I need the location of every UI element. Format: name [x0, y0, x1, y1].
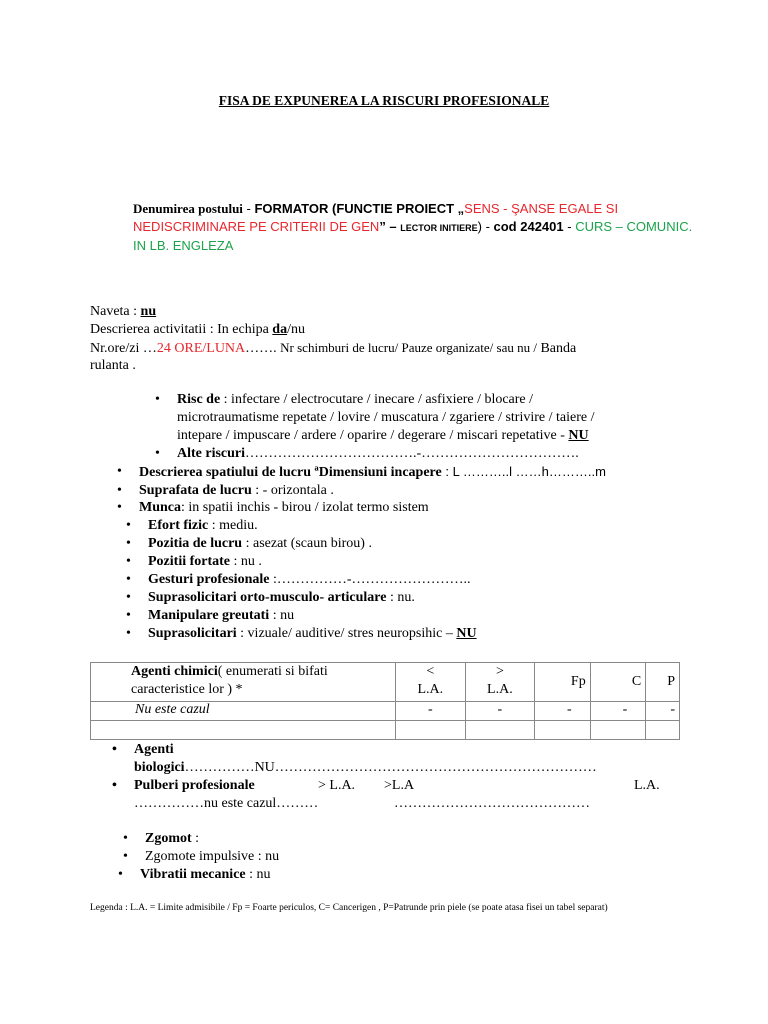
post-course: CURS – COMUNIC. IN LB. ENGLEZA	[133, 219, 693, 253]
risc-line3	[177, 428, 589, 444]
zgomot-label: Zgomot	[145, 831, 192, 846]
suprafata-line	[139, 483, 334, 499]
pulberi-gt1: > L.A.	[318, 778, 356, 793]
table-cell-empty	[535, 721, 591, 740]
chem-header-gt-la: L.A.	[487, 682, 513, 697]
descriere-line	[90, 322, 305, 338]
bio-line2	[134, 760, 597, 776]
alte-riscuri-line	[177, 446, 579, 462]
nrore-line	[90, 340, 576, 357]
nrore-label: Nr.ore/zi …	[90, 341, 157, 356]
table-row-empty	[91, 721, 680, 740]
rulanta-text: rulanta .	[90, 358, 136, 373]
bio-value: ……………NU……………………………………………………………	[184, 760, 597, 775]
gesturi-line	[148, 572, 471, 588]
vibratii-label: Vibratii mecanice	[140, 867, 246, 882]
bio-label2: biologici	[134, 760, 185, 775]
table-cell: -	[646, 702, 680, 721]
pulberi-la: L.A.	[634, 778, 660, 793]
risc-text3: intepare / impuscare / ardere / oparire / degerare / miscari repetative -	[177, 428, 569, 443]
legend: Legenda : L.A. = Limite admisibile / Fp = Foarte periculos, C= Cancerigen , P=Patrunde prin piele (se poate atasa fisei un tabel separat)	[90, 903, 608, 913]
alte-riscuri-dots: ……………………………….-…………………………….	[245, 446, 579, 461]
table-header-gt	[465, 663, 535, 702]
spatiu-value: : L ………..l ……h………..m	[441, 464, 606, 479]
pozitia-label: Pozitia de lucru	[148, 536, 243, 551]
chem-header-bold: Agenti chimici	[131, 664, 218, 679]
chemical-agents-table	[90, 662, 680, 740]
gesturi-value: :……………-……………………..	[269, 572, 471, 587]
table-header-c: C	[590, 663, 646, 702]
spatiu-label: Descrierea spatiului de lucru ªDimensiuni incapere	[139, 465, 442, 480]
bio-label1: • Agenti	[134, 742, 174, 758]
fortate-label: Pozitii fortate	[148, 554, 231, 569]
table-header-row	[91, 663, 680, 702]
zgomot-line	[145, 831, 199, 847]
risc-nu: NU	[568, 428, 589, 443]
table-cell-empty	[465, 721, 535, 740]
fortate-line	[148, 554, 262, 570]
suprafata-label: Suprafata de lucru	[139, 483, 252, 498]
post-lector: LECTOR INITIERE	[400, 223, 478, 233]
table-cell: -	[396, 702, 466, 721]
zgomot-value: :	[191, 831, 200, 846]
zgomote-impulsive: • Zgomote impulsive : nu	[145, 849, 279, 865]
naveta-line	[90, 304, 156, 320]
table-header-lt	[396, 663, 466, 702]
efort-label: Efort fizic	[148, 518, 209, 533]
page-title: FISA DE EXPUNEREA LA RISCURI PROFESIONALE	[218, 93, 550, 108]
nrore-dots: …….	[245, 341, 281, 356]
post-dash2: -	[563, 219, 576, 234]
descriere-nu: /nu	[287, 322, 305, 337]
naveta-value: nu	[140, 304, 157, 319]
alte-riscuri-label: Alte riscuri	[177, 446, 246, 461]
chem-header-rest: ( enumerati si bifati caracteristice lor ) *	[131, 664, 328, 697]
greutati-value: : nu	[269, 608, 295, 623]
table-row	[91, 702, 680, 721]
risc-line2: microtraumatisme repetate / lovire / muscatura / zgariere / strivire / taiere /	[177, 410, 595, 425]
supra-value: : vizuale/ auditive/ stres neuropsihic –	[236, 626, 457, 641]
table-cell: -	[535, 702, 591, 721]
post-paren-close: ) -	[477, 219, 494, 234]
greutati-line	[148, 608, 294, 624]
table-cell-empty	[396, 721, 466, 740]
schimburi-text: Nr schimburi de lucru/ Pauze organizate/ sau nu /	[280, 340, 537, 355]
risc-label: Risc de	[177, 392, 221, 407]
table-cell: -	[465, 702, 535, 721]
orto-line	[148, 590, 415, 606]
supra-label: Suprasolicitari	[148, 626, 237, 641]
munca-line	[139, 500, 429, 516]
post-project-open: (FUNCTIE PROIECT „	[328, 201, 465, 216]
chem-header-lt-sign: <	[426, 664, 435, 679]
risc-text1: : infectare / electrocutare / inecare / asfixiere / blocare /	[220, 392, 534, 407]
munca-value: : in spatii inchis - birou / izolat termo sistem	[181, 500, 429, 515]
table-cell-empty	[91, 721, 396, 740]
post-cod: cod 242401	[493, 219, 564, 234]
orto-value: : nu.	[386, 590, 415, 605]
pulberi-label: • Pulberi profesionale	[134, 778, 255, 794]
table-row-label: Nu este cazul	[91, 702, 396, 721]
efort-value: : mediu.	[208, 518, 258, 533]
supra-nu: NU	[456, 626, 477, 641]
suprafata-value: : - orizontala .	[251, 483, 334, 498]
fortate-value: : nu .	[230, 554, 262, 569]
table-header-p: P	[646, 663, 680, 702]
banda-text: Banda	[536, 341, 577, 356]
pulberi-line2a: ……………nu este cazul………	[134, 796, 319, 811]
post-dash: -	[242, 201, 255, 216]
post-role: FORMATOR	[254, 201, 329, 216]
descriere-da: da	[272, 322, 288, 337]
vibratii-value: : nu	[245, 867, 271, 882]
munca-label: Munca	[139, 500, 181, 515]
efort-line	[148, 518, 258, 534]
post-project-name: SENS - ŞANSE EGALE SI NEDISCRIMINARE PE CRITERII DE GEN	[133, 201, 619, 234]
chem-header-lt-la: L.A.	[417, 682, 444, 697]
naveta-label: Naveta :	[90, 304, 141, 319]
table-cell: -	[590, 702, 646, 721]
risc-line1	[177, 392, 533, 408]
descriere-label: Descrierea activitatii : In echipa	[90, 322, 273, 337]
table-header-fp: Fp	[535, 663, 591, 702]
post-description	[133, 200, 693, 255]
pozitia-value: : asezat (scaun birou) .	[242, 536, 372, 551]
vibratii-line	[140, 867, 271, 883]
table-header-label	[91, 663, 396, 702]
nrore-value: 24 ORE/LUNA	[156, 341, 246, 356]
orto-label: Suprasolicitari orto-musculo- articulare	[148, 590, 387, 605]
table-cell-empty	[646, 721, 680, 740]
spatiu-line	[139, 464, 606, 481]
greutati-label: Manipulare greutati	[148, 608, 270, 623]
pozitia-line	[148, 536, 372, 552]
chem-header-gt-sign: >	[495, 664, 504, 679]
supra-line	[148, 626, 477, 642]
pulberi-line2b: ……………………………………	[394, 796, 590, 811]
post-label: Denumirea postului	[133, 201, 243, 216]
post-close-quote: ” –	[379, 219, 401, 234]
pulberi-gt2: >L.A	[384, 778, 415, 793]
table-cell-empty	[590, 721, 646, 740]
gesturi-label: Gesturi profesionale	[148, 572, 270, 587]
